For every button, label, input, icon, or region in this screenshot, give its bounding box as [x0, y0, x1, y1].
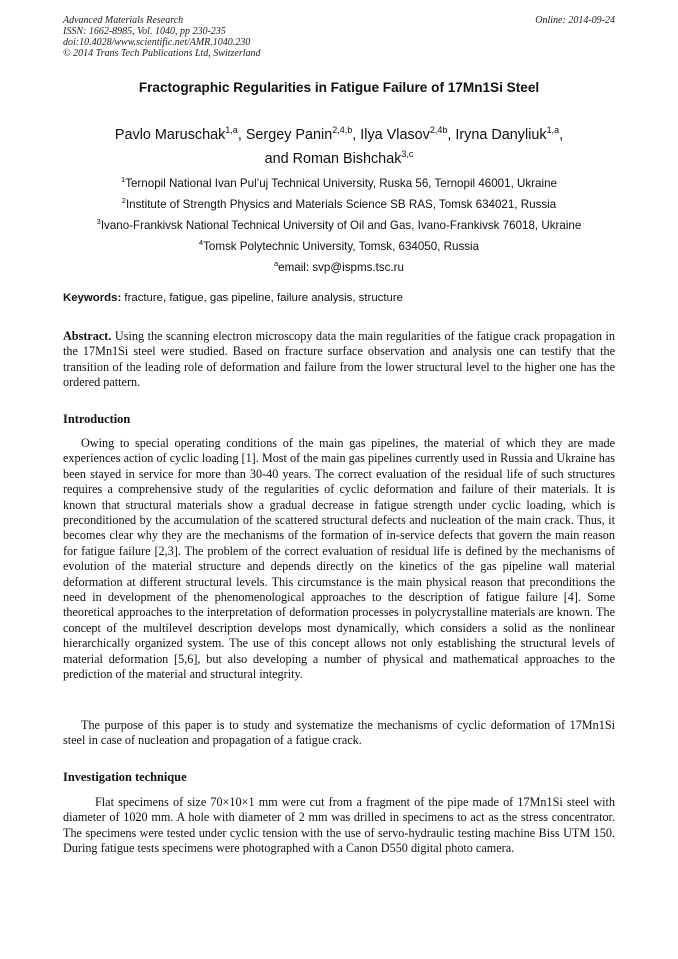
author-and: and: [264, 151, 293, 167]
affiliation-text: Tomsk Polytechnic University, Tomsk, 634050, Russia: [203, 240, 480, 253]
author-affiliation-marker: 1,a: [225, 125, 238, 135]
affiliation-item: [40, 236, 638, 257]
author-line-1: [40, 123, 638, 147]
section-heading-introduction: Introduction: [63, 412, 131, 426]
affiliation-text: Ternopil National Ivan Pul’uj Technical University, Ruska 56, Ternopil 46001, Ukraine: [125, 177, 557, 190]
abstract-text: Using the scanning electron microscopy data the main regularities of the fatigue crack propagation in the 17Mn1Si steel were studied. Based on fracture surface observation and analysis one can testify that the transition of the leading role of deformation and failure from the lower structural level to the higher one has the ordered pattern.: [63, 329, 615, 390]
author-affiliation-marker: 1,a: [546, 125, 560, 135]
author-affiliation-marker: 2,4b: [429, 125, 448, 135]
author-name: Ilya Vlasov: [360, 127, 430, 143]
keywords-label: Keywords:: [63, 292, 122, 304]
issn-line: ISSN: 1662-8985, Vol. 1040, pp 230-235: [63, 26, 226, 37]
abstract: [63, 329, 615, 391]
email-marker: a: [274, 259, 279, 268]
affiliation-marker: 1: [121, 175, 126, 184]
affiliation-marker: 2: [121, 196, 126, 205]
affiliation-marker: 3: [96, 217, 101, 226]
doi-line: doi:10.4028/www.scientific.net/AMR.1040.230: [63, 37, 251, 48]
journal-name: Advanced Materials Research: [63, 15, 184, 26]
author-separator: ,: [559, 127, 564, 143]
technique-paragraph-1: Flat specimens of size 70×10×1 mm were cut from a fragment of the pipe made of 17Mn1Si steel with diameter of 1020 mm. A hole with diameter of 2 mm was drilled in specimens to act as the stress concentrator. The specimens were tested under cyclic tension with the use of servo-hydraulic testing machine Biss UTM 150. During fatigue tests specimens were photographed with a Canon D550 digital photo camera.: [63, 795, 615, 856]
author-affiliation-marker: 2,4,b: [332, 125, 353, 135]
author-name: Roman Bishchak: [292, 151, 402, 167]
section-heading-investigation-technique: Investigation technique: [63, 770, 187, 784]
author-separator: ,: [237, 127, 246, 143]
author-separator: ,: [352, 127, 361, 143]
author-name: Iryna Danyliuk: [455, 127, 547, 143]
affiliation-marker: 4: [198, 238, 204, 247]
abstract-label: Abstract.: [63, 329, 112, 343]
keywords-text: fracture, fatigue, gas pipeline, failure analysis, structure: [121, 292, 403, 304]
author-line-2: [40, 147, 638, 171]
author-name: Sergey Panin: [245, 127, 333, 143]
affiliation-item: [40, 194, 638, 215]
affiliation-item: [40, 173, 638, 194]
author-affiliation-marker: 3,c: [401, 149, 414, 159]
paper-title: Fractographic Regularities in Fatigue Failure of 17Mn1Si Steel: [138, 80, 540, 95]
introduction-paragraph-1: Owing to special operating conditions of the main gas pipelines, the material of which they are made experiences action of cyclic loading [1]. Most of the main gas pipelines currently used in Russia and Ukraine has been stayed in service for more than 30-40 years. The correct evaluation of the residual life of such structures requires a comprehensive study of the regularities of cyclic deformation and failure of their materials. It is known that structural materials show a gradual decrease in fatigue strength under cyclic loading, which is preconditioned by the accumulation of the scattered structural defects and nucleation of the main crack. Thus, it becomes clear why they are the mechanisms of the formation of in-service defects that govern the main reason for fatigue failure [2,3]. The problem of the correct evaluation of residual life is defined by the mechanisms of evolution of the material structure and depends directly on the kinetics of the gas pipeline wall material deformation at different structural levels. This circumstance is the main physical reason that preconditions the need in development of the phenomenological approaches to the description of fatigue failure [4]. Some theoretical approaches to the interpretation of deformation processes in polycrystalline materials are known. The concept of the multilevel description develops most dynamically, which considers a solid as the nonlinear hierarchically organized system. The use of this concept allows not only establishing the structural levels of material deformation [5,6], but also developing a number of physical and mathematical approaches to the prediction of the material and structural integrity.: [63, 436, 615, 682]
affiliation-text: Ivano-Frankivsk National Technical University of Oil and Gas, Ivano-Frankivsk 76018, Ukraine: [100, 219, 582, 232]
online-date: Online: 2014-09-24: [535, 15, 615, 26]
affiliation-item: [40, 215, 638, 236]
author-name: Pavlo Maruschak: [114, 127, 226, 143]
keywords: [63, 292, 615, 304]
author-separator: ,: [447, 127, 456, 143]
introduction-paragraph-2: The purpose of this paper is to study and systematize the mechanisms of cyclic deformation of 17Mn1Si steel in case of nucleation and propagation of a fatigue crack.: [63, 718, 615, 748]
author-list: [40, 123, 638, 171]
contact-email: [40, 257, 638, 278]
email-text: email: svp@ispms.tsc.ru: [278, 261, 404, 274]
affiliation-text: Institute of Strength Physics and Materials Science SB RAS, Tomsk 634021, Russia: [125, 198, 557, 211]
copyright-line: © 2014 Trans Tech Publications Ltd, Switzerland: [63, 48, 261, 59]
affiliation-list: [40, 173, 638, 278]
journal-info: [63, 15, 261, 59]
